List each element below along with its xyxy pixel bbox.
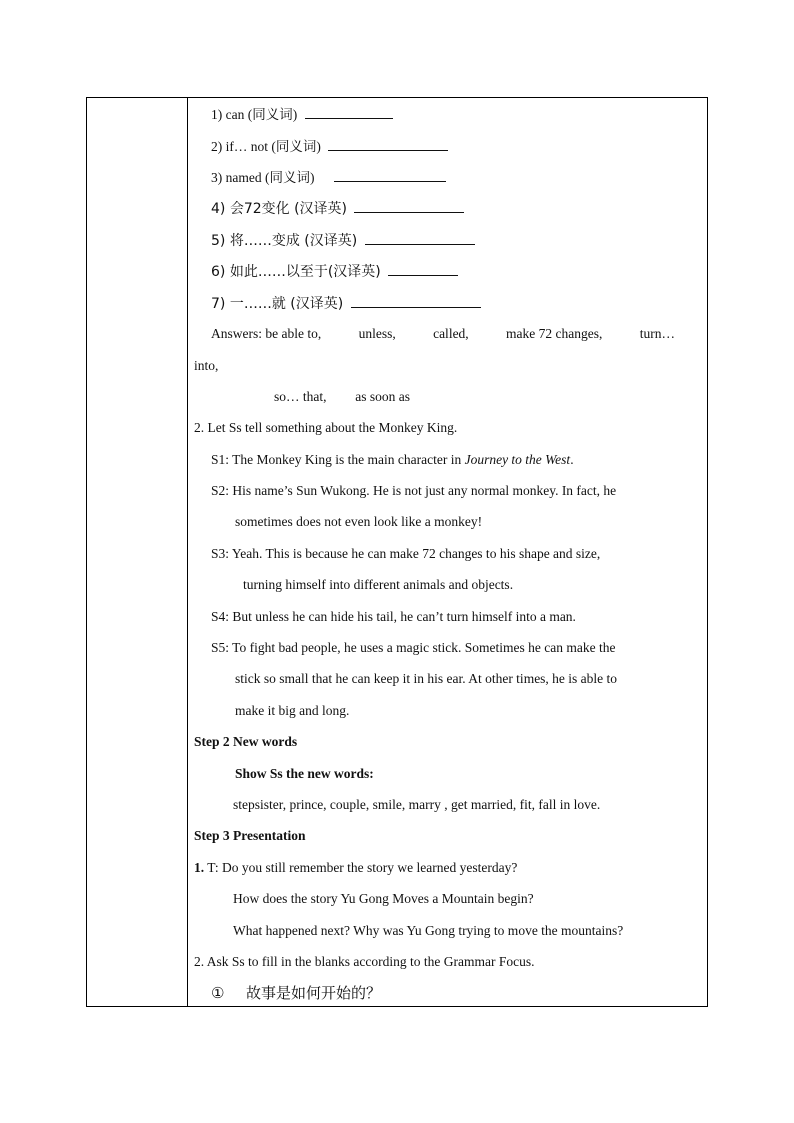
item-text: T: Do you still remember the story we learned yesterday?: [204, 860, 518, 875]
answer-blank: [351, 293, 481, 308]
vocab-item-3: [211, 167, 697, 187]
dialogue-s4: S4: But unless he can hide his tail, he can’t turn himself into a man.: [211, 609, 576, 624]
answer-text: unless,: [358, 326, 396, 341]
dialogue-text: S1: The Monkey King is the main character in: [211, 452, 465, 467]
answers-prefix-group: [211, 324, 321, 344]
step3-item1-line3: What happened next? Why was Yu Gong trying to move the mountains?: [233, 923, 624, 938]
answer-text: as soon as: [355, 389, 410, 404]
vocab-item-5: [211, 230, 697, 250]
vocab-item-label: 6) 如此……以至于(汉译英): [211, 264, 381, 280]
table-left-column: [87, 98, 188, 1006]
answer-blank: [305, 104, 393, 119]
dialogue-s3-line1: S3: Yeah. This is because he can make 72 changes to his shape and size,: [211, 546, 601, 561]
vocab-item-label: 1) can (同义词): [211, 107, 298, 122]
answers-label: Answers:: [211, 326, 262, 341]
step3-question1: [211, 983, 697, 1003]
vocab-item-label: 7) 一……就 (汉译英): [211, 296, 344, 312]
answer-text: called,: [433, 326, 469, 341]
vocab-item-label: 2) if… not (同义词): [211, 139, 321, 154]
answer-text: turn…: [639, 326, 675, 341]
answer-blank: [328, 136, 448, 151]
dialogue-s1: [211, 450, 697, 470]
task2-intro: 2. Let Ss tell something about the Monkey King.: [194, 420, 458, 435]
lesson-table: [86, 97, 708, 1007]
circled-number-1: ①: [211, 984, 225, 1002]
step2-heading: Step 2 New words: [194, 734, 298, 749]
vocab-item-4: [211, 198, 697, 218]
step3-heading: Step 3 Presentation: [194, 828, 306, 843]
answer-text: be able to,: [265, 326, 322, 341]
answer-text: make 72 changes,: [506, 326, 603, 341]
dialogue-s2-line2: sometimes does not even look like a monkey!: [235, 514, 483, 529]
vocab-item-label: 4) 会72变化 (汉译英): [211, 201, 348, 217]
vocab-item-1: [211, 104, 697, 124]
vocab-item-label: 5) 将……变成 (汉译英): [211, 233, 358, 249]
vocab-item-label: 3) named (同义词): [211, 170, 315, 185]
answer-blank: [365, 230, 475, 245]
dialogue-s5-line1: S5: To fight bad people, he uses a magic stick. Sometimes he can make the: [211, 640, 616, 655]
answers-line-2: [274, 387, 697, 407]
dialogue-s5-line3: make it big and long.: [235, 703, 350, 718]
book-title: Journey to the West: [464, 452, 571, 467]
answer-text: into,: [194, 358, 219, 373]
answers-line: [211, 324, 675, 344]
step3-item1-line1: [194, 858, 697, 878]
step3-item1-line2: How does the story Yu Gong Moves a Mountain begin?: [233, 891, 534, 906]
item-number: 1.: [194, 860, 205, 875]
vocab-item-2: [211, 136, 697, 156]
answers-line-cont: [194, 356, 697, 376]
step2-word-list: stepsister, prince, couple, smile, marry , get married, fit, fall in love.: [233, 797, 601, 812]
vocab-item-7: [211, 293, 697, 313]
answer-text: so… that,: [274, 389, 327, 404]
question-text: 故事是如何开始的？: [246, 984, 382, 1002]
answer-blank: [354, 198, 464, 213]
answer-blank: [334, 167, 446, 182]
step3-item2: 2. Ask Ss to fill in the blanks according to the Grammar Focus.: [194, 954, 535, 969]
dialogue-text: .: [570, 452, 574, 467]
table-content-cell: [194, 98, 697, 1006]
step2-subheading: Show Ss the new words:: [235, 766, 374, 781]
dialogue-s3-line2: turning himself into different animals and objects.: [243, 577, 514, 592]
dialogue-s2-line1: S2: His name’s Sun Wukong. He is not just any normal monkey. In fact, he: [211, 483, 617, 498]
vocab-item-6: [211, 261, 697, 281]
answer-blank: [388, 261, 458, 276]
dialogue-s5-line2: stick so small that he can keep it in his ear. At other times, he is able to: [235, 671, 618, 686]
